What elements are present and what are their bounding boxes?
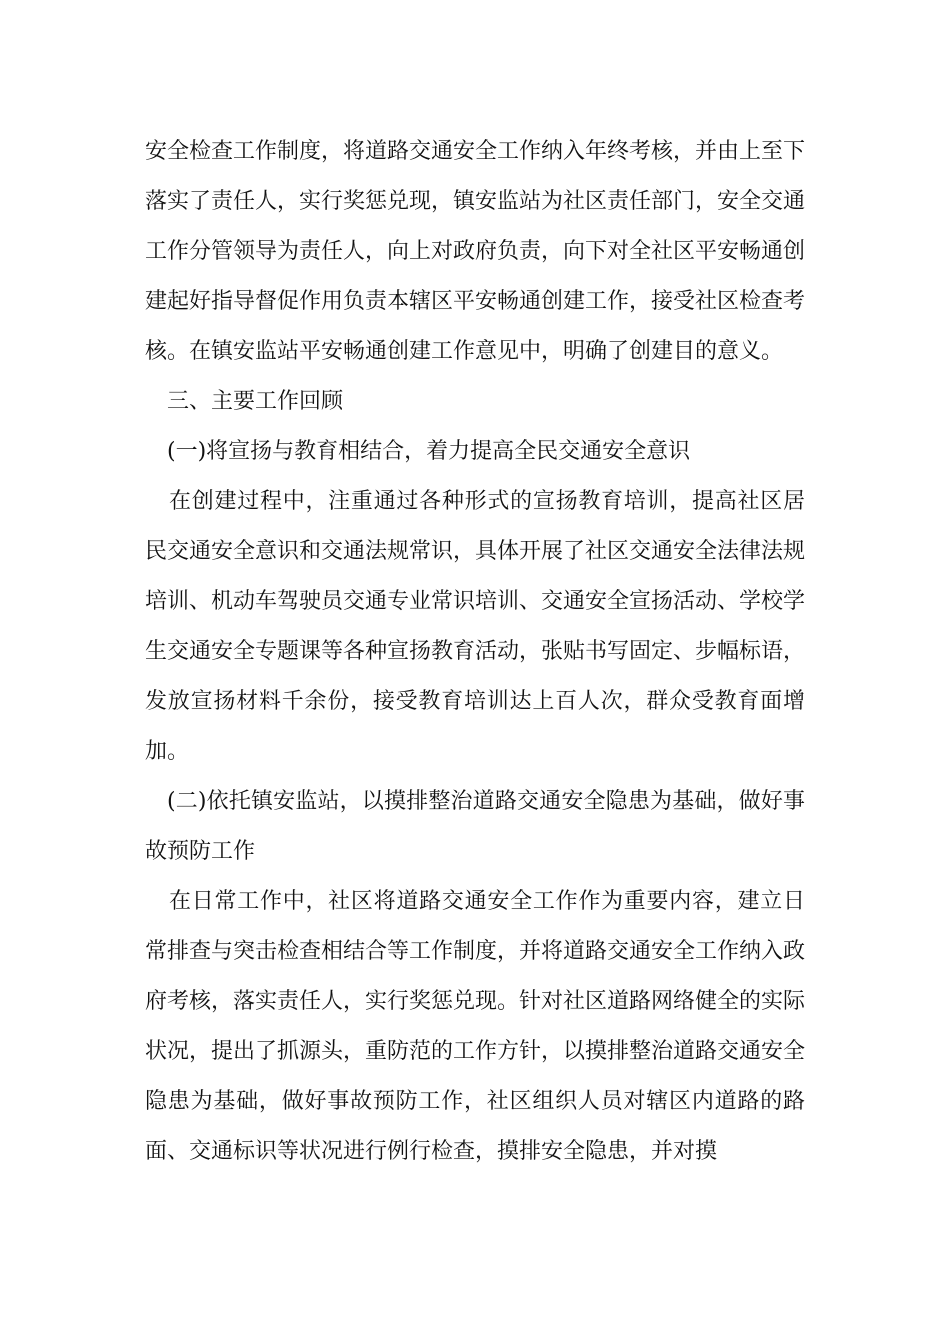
document-page xyxy=(145,127,805,1177)
subsection-heading: (一)将宣扬与教育相结合，着力提高全民交通安全意识 xyxy=(167,439,691,464)
body-paragraph: 在创建过程中，注重通过各种形式的宣扬教育培训，提高社区居民交通安全意识和交通法规常识，具体开展了社区交通安全法律法规培训、机动车驾驶员交通专业常识培训、交通安全宣扬活动、学校学生交通安全专题课等各种宣扬教育活动，张贴书写固定、步幅标语，发放宣扬材料千余份，接受教育培训达上百人次，群众受教育面增加。 xyxy=(145,489,806,764)
body-paragraph: 安全检查工作制度，将道路交通安全工作纳入年终考核，并由上至下落实了责任人，实行奖惩兑现，镇安监站为社区责任部门，安全交通工作分管领导为责任人，向上对政府负责，向下对全社区平安畅通创建起好指导督促作用负责本辖区平安畅通创建工作，接受社区检查考核。在镇安监站平安畅通创建工作意见中，明确了创建目的意义。 xyxy=(145,139,806,364)
subsection-heading: (二)依托镇安监站，以摸排整治道路交通安全隐患为基础，做好事故预防工作 xyxy=(145,789,805,864)
body-paragraph: 在日常工作中，社区将道路交通安全工作作为重要内容，建立日常排查与突击检查相结合等工作制度，并将道路交通安全工作纳入政府考核，落实责任人，实行奖惩兑现。针对社区道路网络健全的实际状况，提出了抓源头，重防范的工作方针，以摸排整治道路交通安全隐患为基础，做好事故预防工作，社区组织人员对辖区内道路的路面、交通标识等状况进行例行检查，摸排安全隐患，并对摸 xyxy=(145,889,806,1164)
section-heading: 三、主要工作回顾 xyxy=(167,389,344,414)
